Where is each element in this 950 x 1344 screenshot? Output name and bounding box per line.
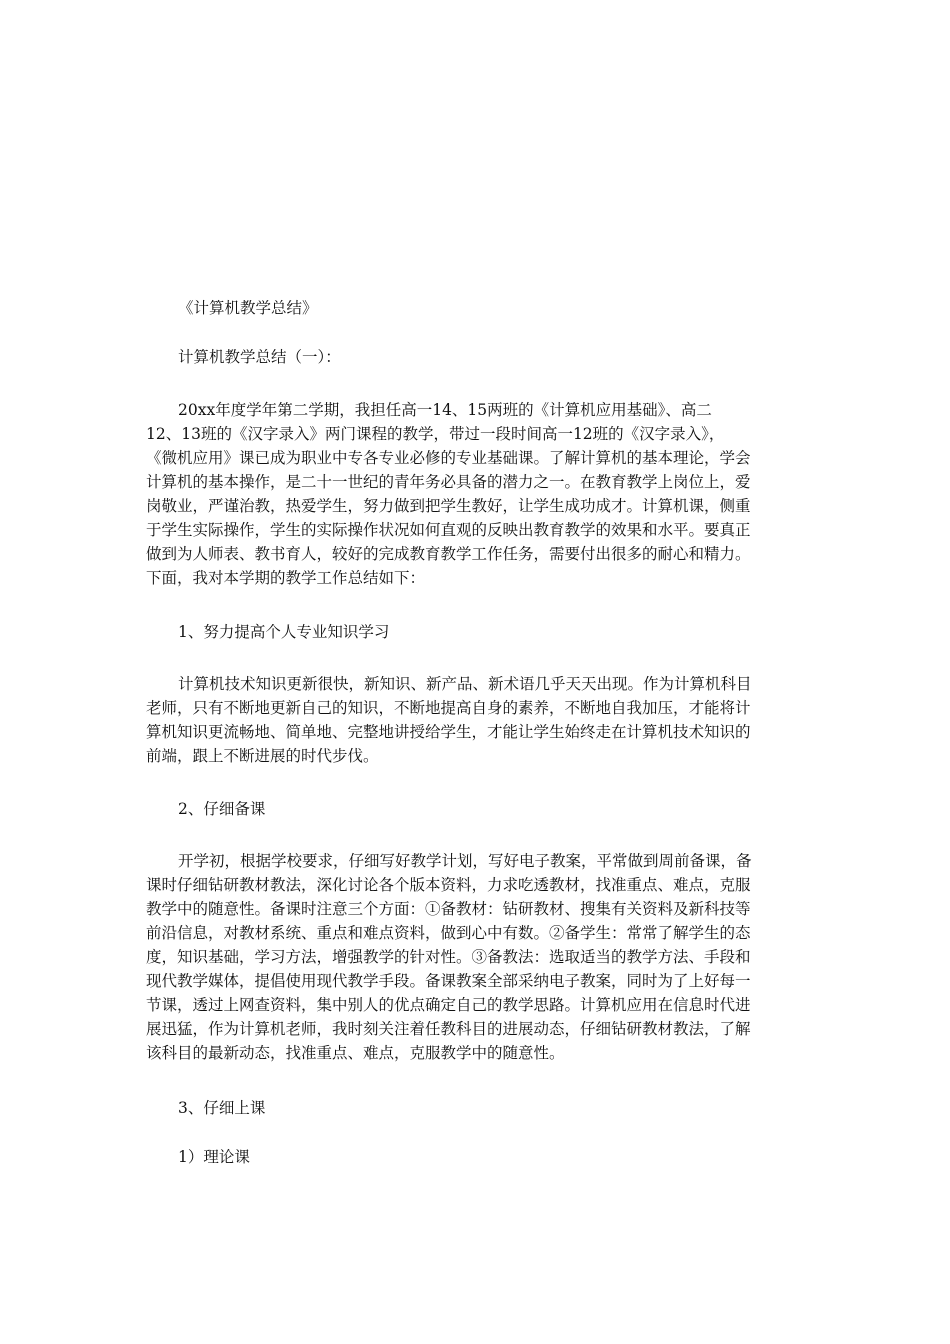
paragraph-line: 教学中的随意性。备课时注意三个方面：①备教材：钻研教材、搜集有关资料及新科技等 bbox=[146, 900, 751, 918]
paragraph-line: 算机知识更流畅地、简单地、完整地讲授给学生，才能让学生始终走在计算机技术知识的 bbox=[146, 723, 751, 741]
paragraph-line: 老师，只有不断地更新自己的知识，不断地提高自身的素养，不断地自我加压，才能将计 bbox=[146, 699, 751, 717]
paragraph-line: 计算机技术知识更新很快，新知识、新产品、新术语几乎天天出现。作为计算机科目 bbox=[178, 675, 752, 693]
paragraph-line: 《微机应用》课已成为职业中专各专业必修的专业基础课。了解计算机的基本理论，学会 bbox=[146, 449, 751, 467]
subsection-heading-1: 1）理论课 bbox=[178, 1148, 250, 1166]
paragraph-line: 现代教学媒体，提倡使用现代教学手段。备课教案全部采纳电子教案，同时为了上好每一 bbox=[146, 972, 751, 990]
document-subtitle: 计算机教学总结（一）： bbox=[178, 348, 341, 366]
section-heading-3: 3、仔细上课 bbox=[178, 1099, 266, 1117]
document-title: 《计算机教学总结》 bbox=[178, 299, 318, 317]
paragraph-line: 前端，跟上不断进展的时代步伐。 bbox=[146, 747, 379, 765]
paragraph-line: 岗敬业，严谨治教，热爱学生，努力做到把学生教好，让学生成功成才。计算机课，侧重 bbox=[146, 497, 751, 515]
section-heading-2: 2、仔细备课 bbox=[178, 800, 266, 818]
paragraph-line: 做到为人师表、教书育人，较好的完成教育教学工作任务，需要付出很多的耐心和精力。 bbox=[146, 545, 751, 563]
paragraph-line: 度，知识基础，学习方法，增强教学的针对性。③备教法：选取适当的教学方法、手段和 bbox=[146, 948, 751, 966]
paragraph-line: 节课，透过上网查资料，集中别人的优点确定自己的教学思路。计算机应用在信息时代进 bbox=[146, 996, 751, 1014]
paragraph-line: 开学初，根据学校要求，仔细写好教学计划，写好电子教案，平常做到周前备课，备 bbox=[178, 852, 752, 870]
paragraph-line: 12、13班的《汉字录入》两门课程的教学，带过一段时间高一12班的《汉字录入》， bbox=[146, 425, 725, 443]
paragraph-line: 于学生实际操作，学生的实际操作状况如何直观的反映出教育教学的效果和水平。要真正 bbox=[146, 521, 751, 539]
section-heading-1: 1、努力提高个人专业知识学习 bbox=[178, 623, 390, 641]
paragraph-line: 计算机的基本操作，是二十一世纪的青年务必具备的潜力之一。在教育教学上岗位上，爱 bbox=[146, 473, 751, 491]
paragraph-line: 20xx年度学年第二学期，我担任高一14、15两班的《计算机应用基础》、高二 bbox=[178, 401, 712, 419]
paragraph-line: 展迅猛，作为计算机老师，我时刻关注着任教科目的进展动态，仔细钻研教材教法，了解 bbox=[146, 1020, 751, 1038]
paragraph-line: 该科目的最新动态，找准重点、难点，克服教学中的随意性。 bbox=[146, 1044, 565, 1062]
paragraph-line: 前沿信息，对教材系统、重点和难点资料，做到心中有数。②备学生：常常了解学生的态 bbox=[146, 924, 751, 942]
paragraph-line: 下面，我对本学期的教学工作总结如下： bbox=[146, 569, 426, 587]
paragraph-line: 课时仔细钻研教材教法，深化讨论各个版本资料，力求吃透教材，找准重点、难点，克服 bbox=[146, 876, 751, 894]
